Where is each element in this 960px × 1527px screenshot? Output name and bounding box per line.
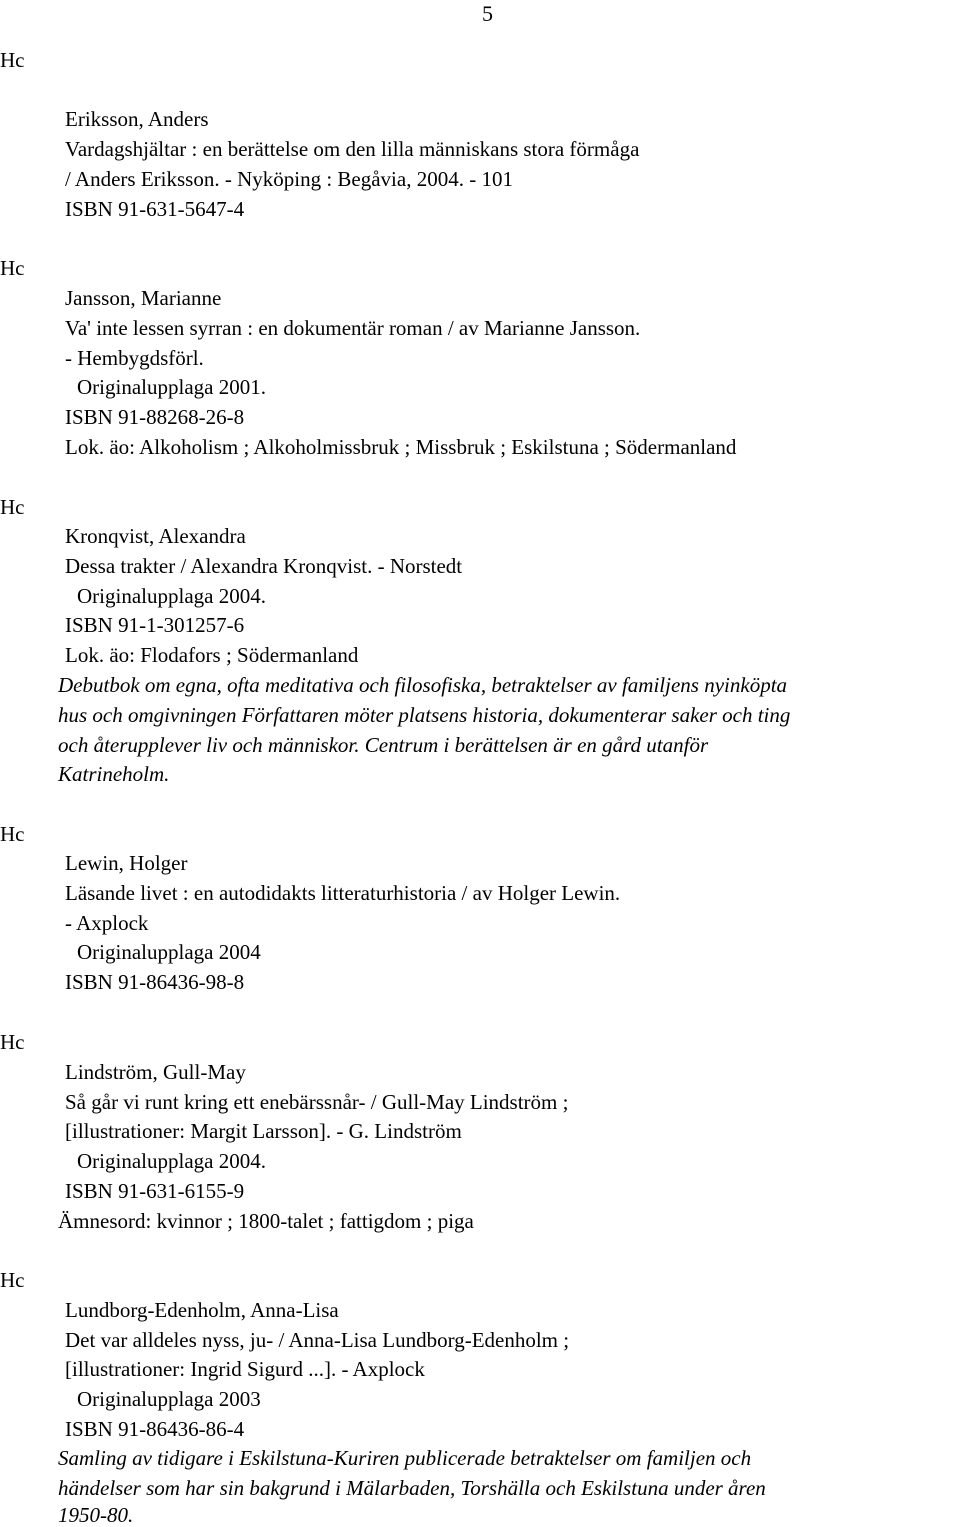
entry-annotation: och återupplever liv och människor. Centrum i berättelsen är en gård utanför (58, 733, 709, 757)
entry-edition: Originalupplaga 2001. (77, 375, 266, 399)
entry-title: Dessa trakter / Alexandra Kronqvist. - Norstedt (65, 554, 463, 578)
entry-publisher: - Hembygdsförl. (65, 346, 204, 370)
entry-annotation: 1950-80. (58, 1503, 134, 1527)
entry-subjects: Lok. äo: Flodafors ; Södermanland (65, 643, 359, 667)
classification-code: Hc (0, 495, 25, 519)
entry-isbn: ISBN 91-631-6155-9 (65, 1179, 245, 1203)
entry-title-continued: [illustrationer: Margit Larsson]. - G. Lindström (65, 1119, 462, 1143)
entry-isbn: ISBN 91-1-301257-6 (65, 613, 245, 637)
entry-title: Så går vi runt kring ett enebärssnår- / Gull-May Lindström ; (65, 1090, 569, 1114)
entry-subjects: Ämnesord: kvinnor ; 1800-talet ; fattigdom ; piga (58, 1209, 474, 1233)
classification-code: Hc (0, 256, 25, 280)
classification-code: Hc (0, 48, 25, 72)
entry-title-continued: / Anders Eriksson. - Nyköping : Begåvia, 2004. - 101 (65, 167, 513, 191)
entry-author: Lindström, Gull-May (65, 1060, 246, 1084)
entry-title-continued: [illustrationer: Ingrid Sigurd ...]. - Axplock (65, 1357, 425, 1381)
entry-author: Eriksson, Anders (65, 107, 209, 131)
classification-code: Hc (0, 822, 25, 846)
entry-annotation: händelser som har sin bakgrund i Mälarbaden, Torshälla och Eskilstuna under åren (58, 1476, 766, 1500)
classification-code: Hc (0, 1030, 25, 1054)
entry-author: Lundborg-Edenholm, Anna-Lisa (65, 1298, 339, 1322)
entry-annotation: Samling av tidigare i Eskilstuna-Kuriren publicerade betraktelser om familjen och (58, 1446, 752, 1470)
entry-author: Kronqvist, Alexandra (65, 524, 246, 548)
entry-annotation: Katrineholm. (58, 762, 170, 786)
entry-author: Lewin, Holger (65, 851, 188, 875)
entry-edition: Originalupplaga 2004 (77, 940, 261, 964)
entry-isbn: ISBN 91-631-5647-4 (65, 197, 245, 221)
entry-edition: Originalupplaga 2004. (77, 584, 266, 608)
entry-annotation: hus och omgivningen Författaren möter platsens historia, dokumenterar saker och ting (58, 703, 791, 727)
entry-title: Läsande livet : en autodidakts litteraturhistoria / av Holger Lewin. (65, 881, 621, 905)
entry-subjects: Lok. äo: Alkoholism ; Alkoholmissbruk ; Missbruk ; Eskilstuna ; Södermanland (65, 435, 737, 459)
entry-annotation: Debutbok om egna, ofta meditativa och filosofiska, betraktelser av familjens nyinköpta (58, 673, 788, 697)
entry-isbn: ISBN 91-86436-86-4 (65, 1417, 245, 1441)
page-number: 5 (482, 1, 493, 26)
entry-title: Det var alldeles nyss, ju- / Anna-Lisa Lundborg-Edenholm ; (65, 1328, 570, 1352)
entry-edition: Originalupplaga 2003 (77, 1387, 261, 1411)
entry-author: Jansson, Marianne (65, 286, 222, 310)
entry-isbn: ISBN 91-88268-26-8 (65, 405, 245, 429)
entry-title: Va' inte lessen syrran : en dokumentär roman / av Marianne Jansson. (65, 316, 641, 340)
entry-edition: Originalupplaga 2004. (77, 1149, 266, 1173)
entry-publisher: - Axplock (65, 911, 149, 935)
entry-title: Vardagshjältar : en berättelse om den lilla människans stora förmåga (65, 137, 640, 161)
classification-code: Hc (0, 1268, 25, 1292)
entry-isbn: ISBN 91-86436-98-8 (65, 970, 245, 994)
